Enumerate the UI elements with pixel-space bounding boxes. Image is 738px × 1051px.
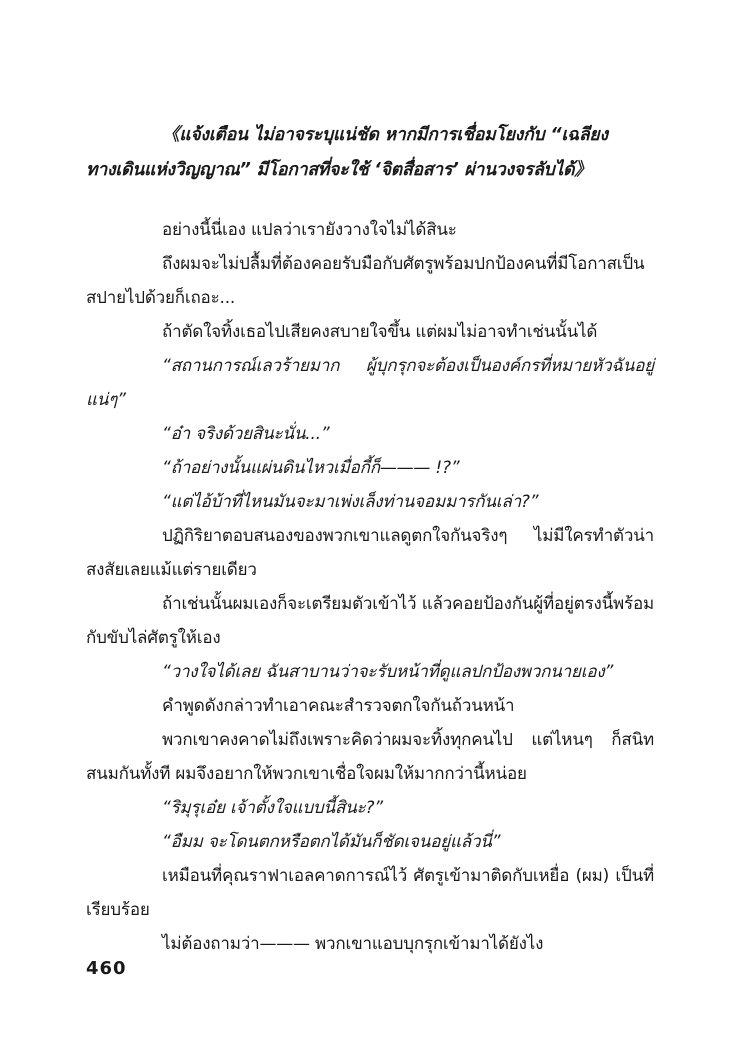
dialogue-3: “ถ้าอย่างนั้นแผ่นดินไหวเมื่อกี้ก็——— !?” [162,458,460,478]
paragraph-5: ถ้าเช่นนั้นผมเองก็จะเตรียมตัวเข้าไว้ แล้วคอยป้องกันผู้ที่อยู่ตรงนี้พร้อมกับขับไล่ศัตรูให้เอง [86,594,654,648]
page-number: 460 [86,958,127,979]
notice-line-2: ทางเดินแห่งวิญญาณ” มีโอกาสที่จะใช้ ‘จิตสื่อสาร’ ผ่านวงจรลับได้》 [86,160,592,180]
paragraph-3: ถ้าตัดใจทิ้งเธอไปเสียคงสบายใจขึ้น แต่ผมไม่อาจทำเช่นนั้นได้ [162,322,598,342]
dialogue-1: “สถานการณ์เลวร้ายมาก ผู้บุกรุกจะต้องเป็นองค์กรที่หมายหัวฉันอยู่แน่ๆ” [86,356,654,410]
paragraph-6: คำพูดดังกล่าวทำเอาคณะสำรวจตกใจกันถ้วนหน้า [162,696,515,716]
paragraph-8: เหมือนที่คุณราฟาเอลคาดการณ์ไว้ ศัตรูเข้ามาติดกับเหยื่อ (ผม) เป็นที่เรียบร้อย [86,866,654,920]
paragraph-9: ไม่ต้องถามว่า——— พวกเขาแอบบุกรุกเข้ามาได้ยังไง [162,934,544,954]
dialogue-2: “อ๋า จริงด้วยสินะนั่น...” [162,424,330,444]
dialogue-4: “แต่ไอ้บ้าที่ไหนมันจะมาเพ่งเล็งท่านจอมมารกันเล่า?” [162,492,539,512]
notice-line-1: 《แจ้งเตือน ไม่อาจระบุแน่ชัด หากมีการเชื่อมโยงกับ “เฉลียง [162,125,608,145]
dialogue-6: “ริมุรุเอ๋ย เจ้าตั้งใจแบบนี้สินะ?” [162,798,383,818]
system-notice [86,118,654,188]
dialogue-7: “อืมม จะโดนตกหรือตกได้มันก็ชัดเจนอยู่แล้วนี่” [162,832,501,852]
paragraph-7: พวกเขาคงคาดไม่ถึงเพราะคิดว่าผมจะทิ้งทุกคนไป แต่ไหนๆ ก็สนิทสนมกันทั้งที ผมจึงอยากให้พวกเขาเชื่อใจผมให้มากกว่านี้หน่อย [86,730,654,784]
dialogue-5: “วางใจได้เลย ฉันสาบานว่าจะรับหน้าที่ดูแลปกป้องพวกนายเอง” [162,662,614,682]
body-text [86,213,654,961]
paragraph-4: ปฏิกิริยาตอบสนองของพวกเขาแลดูตกใจกันจริงๆ ไม่มีใครทำตัวน่าสงสัยเลยแม้แต่รายเดียว [86,526,654,580]
paragraph-2: ถึงผมจะไม่ปลื้มที่ต้องคอยรับมือกับศัตรูพร้อมปกป้องคนที่มีโอกาสเป็นสปายไปด้วยก็เถอะ... [86,254,645,308]
paragraph-1: อย่างนี้นี่เอง แปลว่าเรายังวางใจไม่ได้สินะ [162,220,457,240]
